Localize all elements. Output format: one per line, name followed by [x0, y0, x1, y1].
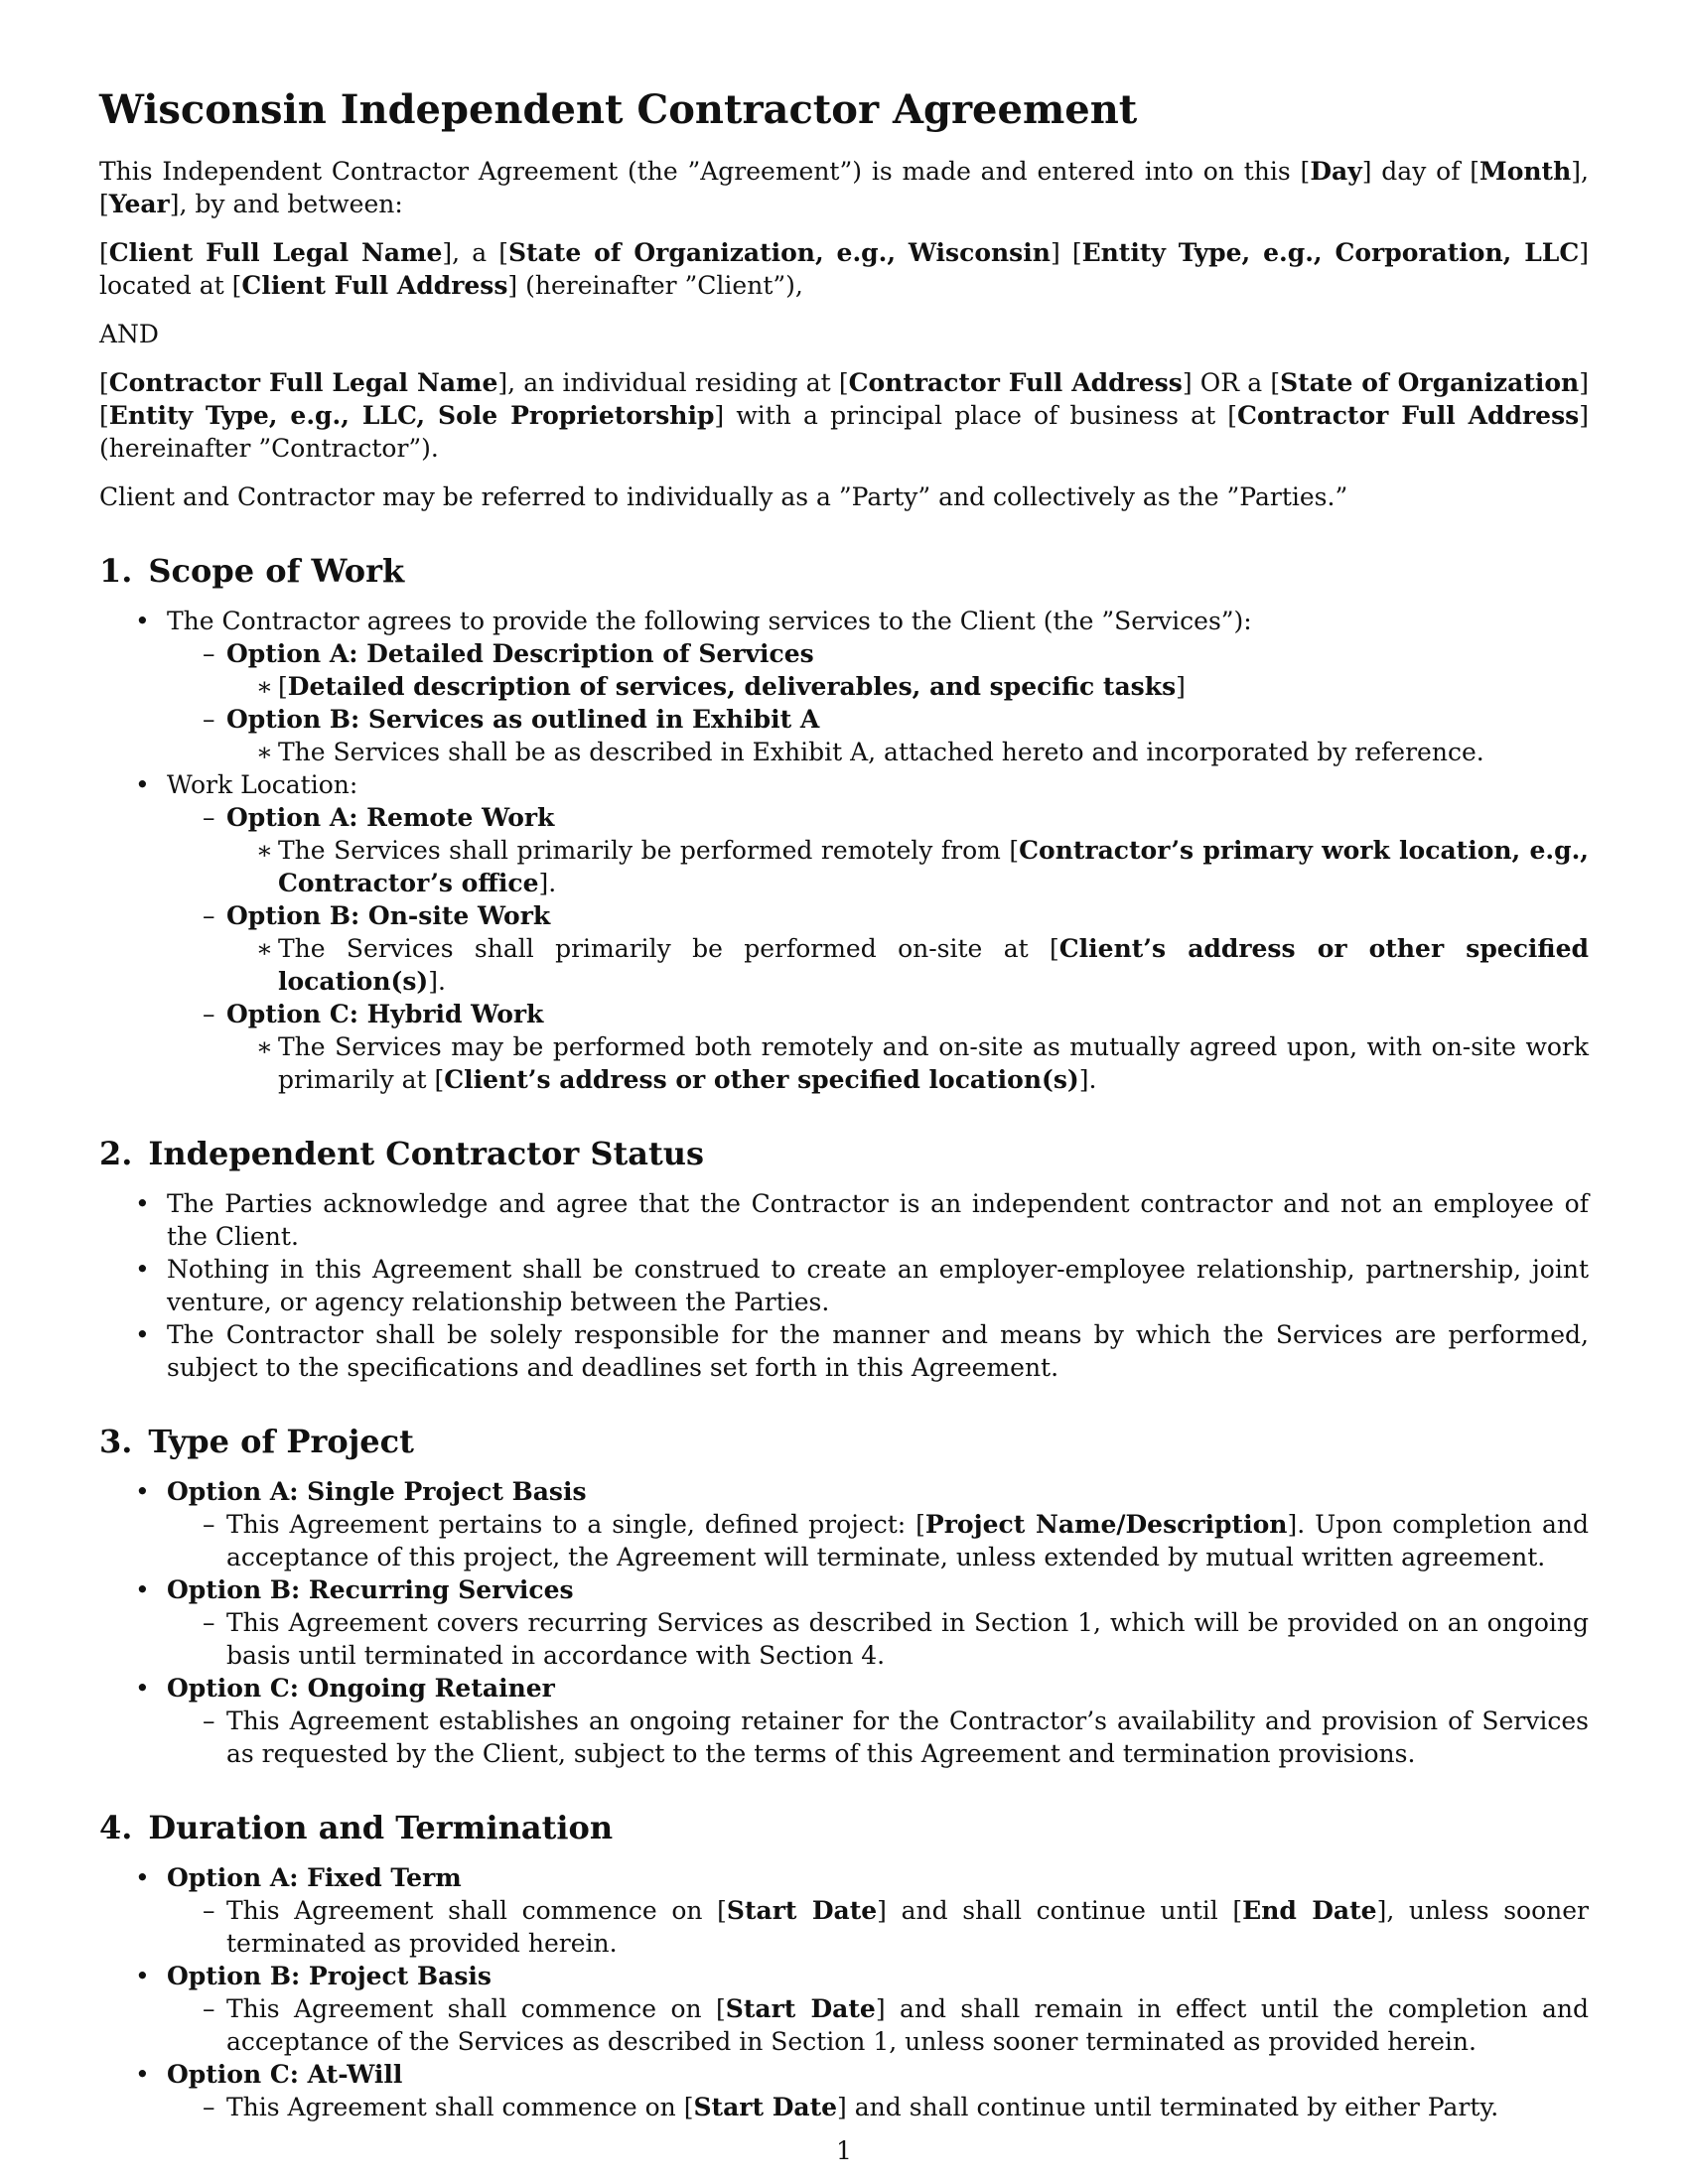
- list-item: [167, 2091, 1589, 2123]
- sublist: [226, 834, 1589, 899]
- document-title: Wisconsin Independent Contractor Agreement: [99, 86, 1138, 133]
- item-text: . Upon completion and acceptance of this project, the Agreement will terminate, unless extended by mutual written agreement.: [226, 1510, 1589, 1571]
- item-text: This Agreement shall commence on: [226, 1994, 717, 2023]
- section-1-list: [99, 605, 1589, 1096]
- dash-marker: –: [203, 639, 215, 668]
- dash-marker: –: [203, 901, 215, 930]
- sublist: [167, 1606, 1589, 1672]
- bracket: ]: [442, 238, 453, 267]
- bullet-marker: •: [135, 1189, 150, 1218]
- item-text: This Agreement establishes an ongoing retainer for the Contractor’s availability and provision of Services as requested by the Client, subject to the terms of this Agreement and termination provisions.: [226, 1706, 1589, 1768]
- placeholder-contractor-name: Contractor Full Legal Name: [108, 368, 498, 397]
- placeholder-client-entity: Entity Type, e.g., Corporation, LLC: [1081, 238, 1580, 267]
- dash-marker: –: [203, 1994, 215, 2023]
- text: , by and between:: [179, 190, 403, 218]
- text: ,: [1581, 157, 1589, 186]
- list-item: [99, 1672, 1589, 1770]
- bracket: [: [716, 1994, 726, 2023]
- placeholder-client-location: Client’s address or other specified location(s): [278, 934, 1589, 996]
- list-item: [167, 1508, 1589, 1573]
- bullet-marker: •: [135, 770, 150, 799]
- list-item: [99, 1475, 1589, 1573]
- list-item: [167, 1705, 1589, 1770]
- section-title: Scope of Work: [148, 552, 405, 590]
- placeholder-contractor-entity: Entity Type, e.g., LLC, Sole Proprietorship: [108, 401, 715, 430]
- bracket: [: [717, 1896, 727, 1925]
- bullet-marker: •: [135, 2060, 150, 2089]
- bracket: ]: [538, 869, 549, 897]
- list-item: [167, 1606, 1589, 1672]
- bullet-marker: •: [135, 1863, 150, 1892]
- sublist: [167, 801, 1589, 1096]
- section-number: 1.: [99, 552, 133, 590]
- star-marker: ∗: [256, 1032, 273, 1061]
- intro-and: AND: [99, 320, 159, 348]
- placeholder-client-state: State of Organization, e.g., Wisconsin: [508, 238, 1051, 267]
- bracket: [: [231, 271, 242, 300]
- bracket: ]: [837, 2093, 847, 2121]
- text: (hereinafter ”Contractor”).: [99, 434, 439, 463]
- bracket: ]: [1078, 1065, 1089, 1094]
- text: [1060, 238, 1072, 267]
- text: , an individual residing at: [507, 368, 839, 397]
- placeholder-day: Day: [1310, 157, 1362, 186]
- section-title: Type of Project: [148, 1423, 414, 1460]
- list-item: [99, 1573, 1589, 1672]
- document-page: [99, 85, 1589, 2123]
- section-number: 4.: [99, 1809, 133, 1846]
- bracket: [: [434, 1065, 445, 1094]
- bullet-marker: •: [135, 1575, 150, 1604]
- dash-marker: –: [203, 705, 215, 734]
- bracket: ]: [428, 967, 438, 996]
- bracket: [: [1227, 401, 1238, 430]
- option-label: Option C: Hybrid Work: [226, 1000, 544, 1028]
- list-item: [99, 1187, 1589, 1253]
- sublist: [167, 1894, 1589, 1960]
- bracket: ]: [1579, 368, 1589, 397]
- option-label: Option B: On-site Work: [226, 901, 551, 930]
- bullet-marker: •: [135, 1320, 150, 1349]
- star-marker: ∗: [256, 934, 273, 963]
- section-heading-duration-termination: [99, 1808, 1589, 1847]
- dash-marker: –: [203, 1608, 215, 1637]
- bracket: [: [1009, 836, 1020, 865]
- list-item: [167, 801, 1589, 899]
- bracket: ]: [1361, 157, 1372, 186]
- item-text: and shall continue until terminated by either Party.: [846, 2093, 1499, 2121]
- option-label: Option A: Remote Work: [226, 803, 555, 832]
- bracket: [: [1232, 1896, 1243, 1925]
- intro-paragraph-client: [99, 236, 1589, 302]
- placeholder-year: Year: [108, 190, 170, 218]
- section-4-list: [99, 1861, 1589, 2123]
- section-heading-scope-of-work: [99, 551, 1589, 591]
- item-text: The Contractor shall be solely responsible for the manner and means by which the Services are performed, subject to the specifications and deadlines set forth in this Agreement.: [167, 1320, 1589, 1382]
- option-label: Option C: At-Will: [167, 2060, 403, 2089]
- bracket: [: [1050, 934, 1059, 963]
- item-text: The Services shall primarily be performed on-site at: [278, 934, 1051, 963]
- list-item: [99, 1861, 1589, 1960]
- option-label: Option B: Services as outlined in Exhibit A: [226, 705, 820, 734]
- intro-paragraph-date: [99, 155, 1589, 220]
- item-text: .: [438, 967, 446, 996]
- sublist: [167, 1508, 1589, 1573]
- star-marker: ∗: [256, 672, 273, 701]
- bracket: [: [99, 368, 109, 397]
- list-item: [99, 1960, 1589, 2058]
- placeholder-start-date: Start Date: [693, 2093, 838, 2121]
- list-item: [167, 998, 1589, 1096]
- option-label: Option A: Detailed Description of Services: [226, 639, 814, 668]
- item-text: This Agreement covers recurring Services as described in Section 1, which will be provided on an ongoing basis until terminated in accordance with Section 4.: [226, 1608, 1589, 1670]
- text: with a principal place of business at: [724, 401, 1228, 430]
- bracket: [: [683, 2093, 694, 2121]
- text: located at: [99, 271, 232, 300]
- dash-marker: –: [203, 803, 215, 832]
- option-label: Option A: Fixed Term: [167, 1863, 462, 1892]
- dash-marker: –: [203, 1510, 215, 1539]
- placeholder-services-description: Detailed description of services, deliverables, and specific tasks: [287, 672, 1177, 701]
- item-text: The Services may be performed both remotely and on-site as mutually agreed upon, with on-site work primarily at: [278, 1032, 1589, 1094]
- placeholder-contractor-address: Contractor Full Address: [848, 368, 1183, 397]
- list-item: [226, 834, 1589, 899]
- section-number: 3.: [99, 1423, 133, 1460]
- sublist: [167, 1992, 1589, 2058]
- placeholder-client-address: Client Full Address: [241, 271, 508, 300]
- sublist: [167, 1705, 1589, 1770]
- dash-marker: –: [203, 1000, 215, 1028]
- dash-marker: –: [203, 1896, 215, 1925]
- item-text: The Services shall primarily be performed remotely from: [278, 836, 1010, 865]
- item-text: The Services shall be as described in Exhibit A, attached hereto and incorporated by reference.: [278, 738, 1484, 766]
- bracket: [: [99, 238, 109, 267]
- bullet-marker: •: [135, 1674, 150, 1703]
- bracket: [: [1071, 238, 1082, 267]
- bracket: ]: [507, 271, 518, 300]
- item-text: This Agreement shall commence on: [226, 2093, 684, 2121]
- bracket: [: [498, 238, 508, 267]
- bracket: ]: [1182, 368, 1193, 397]
- item-text: and shall remain in effect until the completion and acceptance of the Services as described in Section 1, unless sooner terminated as provided herein.: [226, 1994, 1590, 2056]
- bracket: ]: [714, 401, 725, 430]
- section-title: Duration and Termination: [148, 1809, 614, 1846]
- bracket: [: [1270, 368, 1281, 397]
- list-item: [99, 2058, 1589, 2123]
- bracket: ]: [877, 1896, 887, 1925]
- sublist: [226, 736, 1589, 768]
- sublist: [226, 670, 1589, 703]
- dash-marker: –: [203, 1706, 215, 1735]
- item-text: Nothing in this Agreement shall be construed to create an employer-employee relationship, partnership, joint venture, or agency relationship between the Parties.: [167, 1255, 1589, 1316]
- bracket: [: [1300, 157, 1311, 186]
- list-item: [226, 932, 1589, 998]
- item-text: and shall continue until: [886, 1896, 1233, 1925]
- list-item: [167, 1894, 1589, 1960]
- bracket: ]: [1571, 157, 1582, 186]
- list-item: [167, 899, 1589, 998]
- intro-paragraph-contractor: [99, 366, 1589, 465]
- sublist: [167, 637, 1589, 768]
- bracket: ]: [875, 1994, 886, 2023]
- bracket: ]: [497, 368, 508, 397]
- sublist: [226, 1030, 1589, 1096]
- item-text: Work Location:: [167, 770, 358, 799]
- option-label: Option B: Recurring Services: [167, 1575, 574, 1604]
- placeholder-contractor-state: State of Organization: [1280, 368, 1580, 397]
- dash-marker: –: [203, 2093, 215, 2121]
- list-item: [99, 768, 1589, 1096]
- option-label: Option A: Single Project Basis: [167, 1477, 587, 1506]
- placeholder-contractor-business-address: Contractor Full Address: [1237, 401, 1580, 430]
- bullet-marker: •: [135, 1255, 150, 1284]
- placeholder-month: Month: [1479, 157, 1572, 186]
- bracket: [: [1470, 157, 1480, 186]
- list-item: [167, 1992, 1589, 2058]
- list-item: [167, 703, 1589, 768]
- bullet-marker: •: [135, 607, 150, 635]
- bracket: ]: [1287, 1510, 1298, 1539]
- section-3-list: [99, 1475, 1589, 1770]
- list-item: [99, 1318, 1589, 1384]
- bracket: [: [915, 1510, 925, 1539]
- page-number: 1: [836, 2136, 852, 2165]
- item-text: The Contractor agrees to provide the following services to the Client (the ”Services”):: [167, 607, 1252, 635]
- bullet-marker: •: [135, 1962, 150, 1990]
- text: day of: [1371, 157, 1471, 186]
- list-item: [99, 1253, 1589, 1318]
- bracket: ]: [1176, 672, 1186, 701]
- star-marker: ∗: [256, 738, 273, 766]
- bracket: ]: [1579, 401, 1589, 430]
- section-number: 2.: [99, 1135, 133, 1172]
- item-text: This Agreement shall commence on: [226, 1896, 718, 1925]
- text: This Independent Contractor Agreement (the ”Agreement”) is made and entered into on this: [99, 157, 1301, 186]
- text: (hereinafter ”Client”),: [517, 271, 803, 300]
- bracket: ]: [1579, 238, 1590, 267]
- section-heading-type-of-project: [99, 1422, 1589, 1461]
- sublist: [226, 932, 1589, 998]
- option-label: Option B: Project Basis: [167, 1962, 492, 1990]
- text: , a: [452, 238, 499, 267]
- sublist: [167, 2091, 1589, 2123]
- star-marker: ∗: [256, 836, 273, 865]
- placeholder-project-name: Project Name/Description: [924, 1510, 1288, 1539]
- list-item: [226, 1030, 1589, 1096]
- list-item: [99, 605, 1589, 768]
- bracket: ]: [1050, 238, 1060, 267]
- text: OR a: [1192, 368, 1271, 397]
- placeholder-end-date: End Date: [1242, 1896, 1377, 1925]
- bracket: [: [99, 190, 109, 218]
- item-text: The Parties acknowledge and agree that the Contractor is an independent contractor and not an employee of the Client.: [167, 1189, 1589, 1251]
- list-item: [167, 637, 1589, 703]
- item-text: This Agreement pertains to a single, defined project:: [226, 1510, 916, 1539]
- bracket: ]: [169, 190, 180, 218]
- item-text: .: [1088, 1065, 1097, 1094]
- bracket: [: [278, 672, 288, 701]
- item-text: .: [548, 869, 557, 897]
- section-heading-contractor-status: [99, 1134, 1589, 1173]
- intro-parties-definition: Client and Contractor may be referred to individually as a ”Party” and collectively as the ”Parties.”: [99, 482, 1348, 511]
- section-title: Independent Contractor Status: [148, 1135, 705, 1172]
- bracket: [: [99, 401, 109, 430]
- section-2-list: [99, 1187, 1589, 1384]
- placeholder-client-location: Client’s address or other specified location(s): [444, 1065, 1079, 1094]
- item-text: , unless sooner terminated as provided herein.: [226, 1896, 1589, 1958]
- list-item: [226, 670, 1589, 703]
- placeholder-client-name: Client Full Legal Name: [108, 238, 443, 267]
- bracket: [: [838, 368, 849, 397]
- bullet-marker: •: [135, 1477, 150, 1506]
- option-label: Option C: Ongoing Retainer: [167, 1674, 555, 1703]
- placeholder-start-date: Start Date: [726, 1896, 878, 1925]
- placeholder-start-date: Start Date: [725, 1994, 876, 2023]
- bracket: ]: [1376, 1896, 1387, 1925]
- list-item: [226, 736, 1589, 768]
- placeholder-work-location: Contractor’s primary work location, e.g., Contractor’s office: [278, 836, 1589, 897]
